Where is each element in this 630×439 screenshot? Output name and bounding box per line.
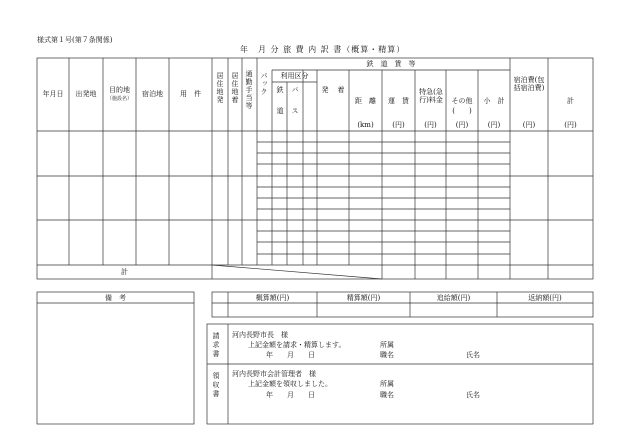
settled-amount-header: 精算額(円) xyxy=(346,294,381,302)
header-rail-group: 鉄 道 賃 等 xyxy=(366,60,416,68)
header-distance-unit: (km) xyxy=(357,121,374,129)
header-rail: 鉄道 xyxy=(276,86,284,128)
form-number: 様式第１号(第７条関係) xyxy=(37,36,113,44)
header-subtotal: 小 計 xyxy=(483,97,505,105)
receipt-statement: 上記金額を領収しました。 xyxy=(248,380,332,388)
refund-amount-header: 返納額(円) xyxy=(528,294,562,302)
header-other: その他 xyxy=(451,97,473,105)
receipt-date-line: 年 月 日 xyxy=(266,391,315,399)
header-lodging-unit: (円) xyxy=(522,121,536,129)
total-row-label: 計 xyxy=(121,268,128,276)
receipt-label: 領収書 xyxy=(212,372,220,399)
header-fare-unit: (円) xyxy=(392,121,405,129)
header-pack: パック xyxy=(260,72,268,96)
receipt-name-label: 氏名 xyxy=(466,391,480,399)
header-other-unit: (円) xyxy=(455,121,469,129)
header-total-unit: (円) xyxy=(564,121,577,129)
request-addressee: 河内長野市長 様 xyxy=(232,331,288,339)
header-fare: 運 賃 xyxy=(388,97,409,105)
header-express-unit: (円) xyxy=(424,121,437,129)
request-date-line: 年 月 日 xyxy=(266,351,315,359)
header-express: 特急(急行)料金 xyxy=(419,88,443,104)
header-total: 計 xyxy=(567,97,574,105)
header-home-departure: 居住地発 xyxy=(216,72,224,104)
additional-amount-header: 追給額(円) xyxy=(436,294,471,302)
request-affiliation-label: 所属 xyxy=(380,341,394,349)
header-home-arrival: 居住地着 xyxy=(231,72,239,104)
form-title: 年 月 分 旅 費 内 訳 書（概算・精算） xyxy=(240,45,406,54)
header-destination: 目的地 xyxy=(109,86,130,94)
header-destination-note: （施設名） xyxy=(106,96,132,102)
header-commute-allowance: 通勤手当等 xyxy=(245,70,253,110)
estimated-amount-header: 概算額(円) xyxy=(255,294,290,302)
header-arrive: 着 xyxy=(337,86,345,94)
request-position-label: 職名 xyxy=(380,351,394,359)
header-distance: 距 離 xyxy=(355,97,376,105)
header-date: 年月日 xyxy=(42,90,64,98)
header-departure: 出発地 xyxy=(75,90,97,98)
header-subtotal-unit: (円) xyxy=(487,121,501,129)
header-lodging-place: 宿泊地 xyxy=(142,90,163,98)
header-lodging-fee: 宿泊費(包括宿泊費) xyxy=(513,76,545,92)
header-depart: 発 xyxy=(321,86,329,94)
header-other-paren: ( ) xyxy=(452,107,472,115)
header-usage-class: 利用区分 xyxy=(280,72,309,80)
request-statement: 上記金額を請求・精算します。 xyxy=(248,341,346,349)
header-business: 用 件 xyxy=(180,90,201,98)
header-bus: バス xyxy=(291,86,299,128)
remarks-label: 備 考 xyxy=(105,294,126,302)
receipt-addressee: 河内長野市会計管理者 様 xyxy=(232,370,316,378)
request-name-label: 氏名 xyxy=(466,351,480,359)
receipt-affiliation-label: 所属 xyxy=(380,380,394,388)
receipt-position-label: 職名 xyxy=(380,391,394,399)
request-label: 請求書 xyxy=(212,332,220,359)
